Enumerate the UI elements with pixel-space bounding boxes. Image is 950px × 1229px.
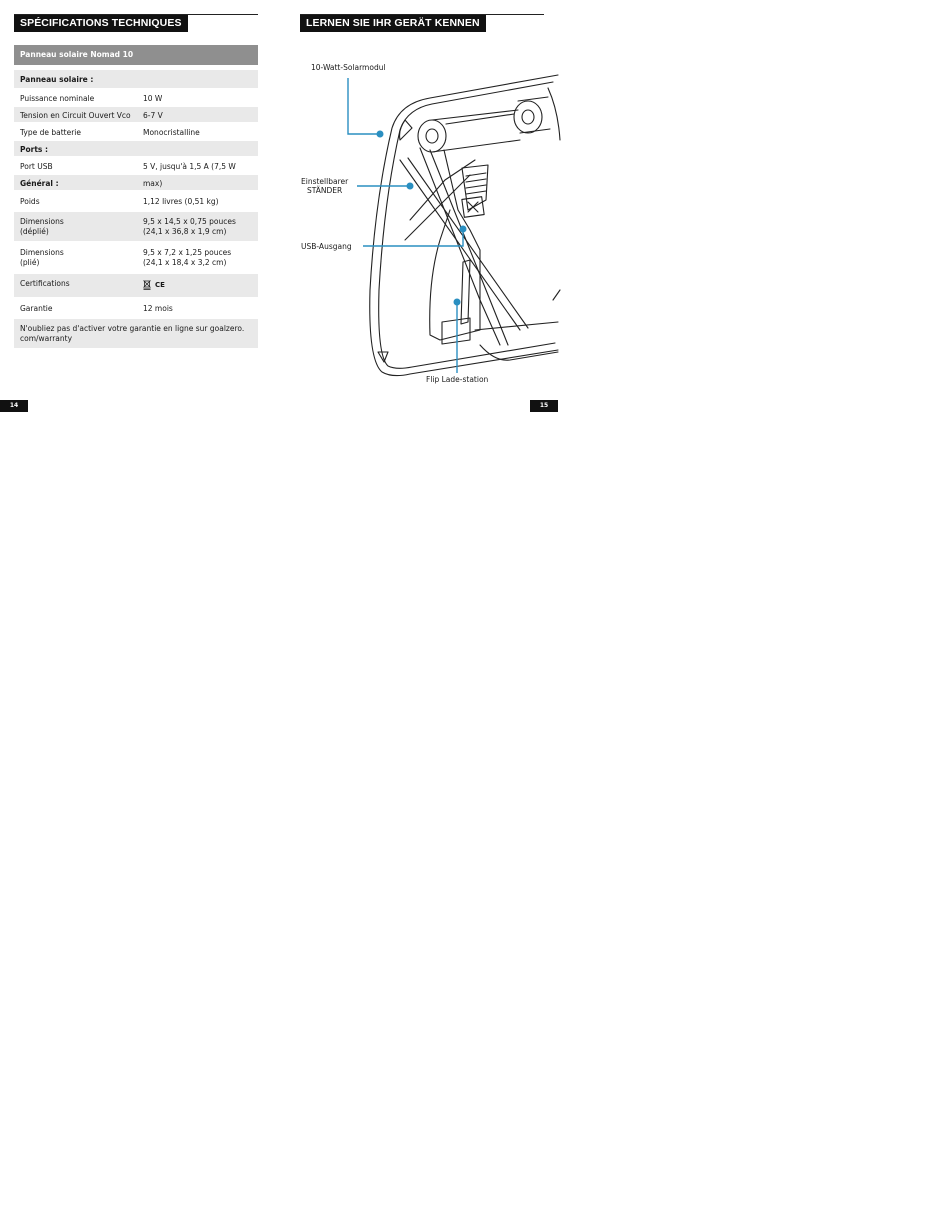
spec-label-line: Dimensions: [20, 217, 64, 226]
ce-mark: CE: [155, 280, 165, 289]
note-line: N'oubliez pas d'activer votre garantie en ligne sur goalzero.: [20, 324, 245, 333]
spec-label: Garantie: [20, 304, 53, 313]
callout-stand: [301, 177, 348, 195]
section-label: Général :: [20, 179, 59, 188]
spec-value-line: (24,1 x 18,4 x 3,2 cm): [143, 257, 227, 267]
spec-value-line: 9,5 x 7,2 x 1,25 pouces: [143, 248, 232, 257]
callout-usb-output: USB-Ausgang: [301, 242, 352, 251]
spec-value: 12 mois: [143, 304, 173, 313]
callout-solar-module: 10-Watt-Solarmodul: [311, 63, 386, 72]
page-number-left: 14: [0, 400, 28, 412]
spec-label-line: Dimensions: [20, 248, 64, 257]
spec-value-line: (24,1 x 36,8 x 1,9 cm): [143, 226, 227, 236]
spec-label-line: (déplié): [20, 226, 49, 236]
spec-label-line: (plié): [20, 257, 40, 267]
callout-flip-station: Flip Lade-station: [426, 375, 489, 384]
spec-label: Type de batterie: [20, 128, 82, 137]
spec-value: 5 V, jusqu'à 1,5 A (7,5 W max): [143, 162, 236, 188]
spec-label: Certifications: [20, 279, 70, 288]
spec-label: Puissance nominale: [20, 94, 95, 103]
solar-panel-illustration: [0, 0, 950, 420]
section-label: Ports :: [20, 145, 49, 154]
spec-value: 1,12 livres (0,51 kg): [143, 197, 219, 206]
left-page-heading: SPÉCIFICATIONS TECHNIQUES: [14, 15, 188, 32]
spec-value-line: 9,5 x 14,5 x 0,75 pouces: [143, 217, 236, 226]
page-number-right: 15: [530, 400, 558, 412]
spec-value: 6-7 V: [143, 111, 163, 120]
spec-label: Poids: [20, 197, 40, 206]
spec-label: Port USB: [20, 162, 53, 171]
spec-value: Monocristalline: [143, 128, 200, 137]
callout-stand-line: STÄNDER: [306, 186, 343, 195]
spec-table-title: Panneau solaire Nomad 10: [14, 45, 258, 70]
spec-label: Tension en Circuit Ouvert Vco: [20, 111, 131, 120]
callout-stand-line: Einstellbarer: [301, 177, 349, 186]
note-line: com/warranty: [20, 333, 73, 343]
section-label: Panneau solaire :: [20, 75, 94, 84]
spec-value: 10 W: [143, 94, 163, 103]
right-page-heading: LERNEN SIE IHR GERÄT KENNEN: [300, 15, 486, 32]
